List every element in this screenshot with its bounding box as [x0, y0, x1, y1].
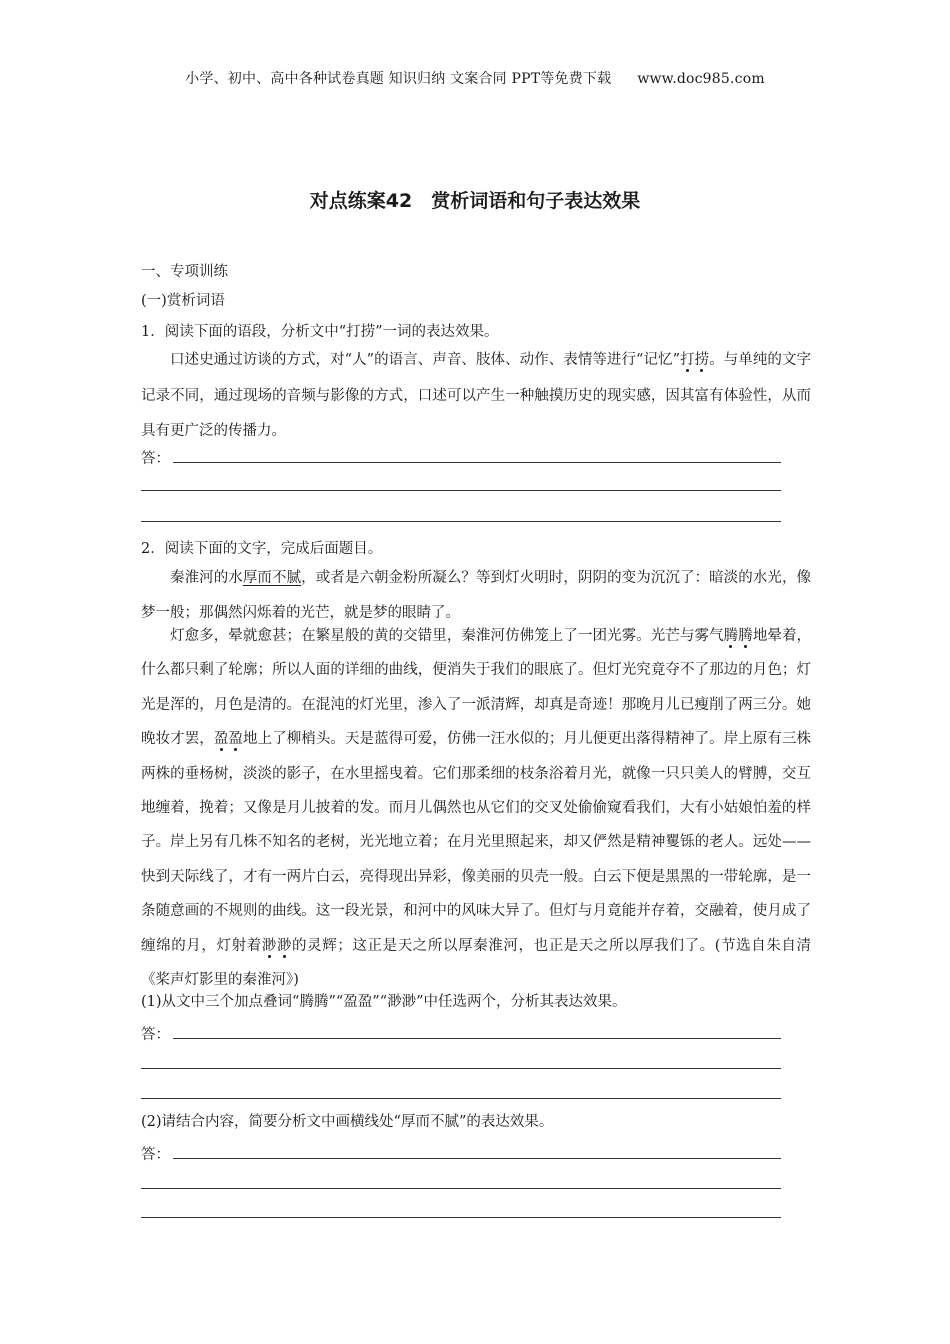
sub-question-2: (2)请结合内容，简要分析文中画横线处“厚而不腻”的表达效果。 — [141, 1114, 554, 1130]
answer-line[interactable] — [141, 1023, 781, 1043]
page-title: 对点练案42 赏析词语和句子表达效果 — [309, 190, 641, 212]
answer-rule — [173, 462, 781, 463]
answer-label: 答： — [141, 451, 170, 467]
page-header — [0, 68, 950, 88]
question-1-prompt: 1．阅读下面的语段，分析文中“打捞”一词的表达效果。 — [141, 324, 499, 340]
header-text: 小学、初中、高中各种试卷真题 知识归纳 文案合同 PPT等免费下载 — [185, 71, 612, 87]
answer-rule — [173, 1038, 781, 1039]
emphasis-dot-char: 腾 — [738, 628, 753, 644]
emphasis-dot-char: 捞 — [694, 352, 710, 368]
emphasis-dot-char: 打 — [680, 352, 695, 368]
answer-label: 答： — [141, 1147, 170, 1163]
section-heading: 一、专项训练 — [141, 264, 228, 280]
header-site: www.doc985.com — [637, 71, 765, 87]
question-2-paragraph-2: 灯愈多，晕就愈甚；在繁星般的黄的交错里，秦淮河仿佛笼上了一团光雾。光芒与雾气腾腾地晕着，什么都只剩了轮廓；所以人面的详细的曲线，便消失于我们的眼底了。但灯光究竟夺不了那边的月色；灯光是浑的，月色是清的。在混沌的灯光里，渗入了一派清辉，却真是奇迹！那晚月儿已瘦削了两三分。她晚妆才罢，盈盈地上了柳梢头。天是蓝得可爱，仿佛一汪水似的；月儿便更出落得精神了。岸上原有三株两株的垂杨树，淡淡的影子，在水里摇曳着。它们那柔细的枝条浴着月光，就像一只只美人的臂膊，交互地缠着，挽着；又像是月儿披着的发。而月儿偶然也从它们的交叉处偷偷窥看我们，大有小姑娘怕羞的样子。岸上另有几株不知名的老树，光光地立着；在月光里照起来，却又俨然是精神矍铄的老人。远处——快到天际线了，才有一两片白云，亮得现出异彩，像美丽的贝壳一般。白云下便是黑黑的一带轮廓，是一条随意画的不规则的曲线。这一段光景，和河中的风味大异了。但灯与月竟能并存着，交融着，使月成了缠绵的月，灯射着渺渺的灵辉；这正是天之所以厚秦淮河，也正是天之所以厚我们了。(节选自朱自清《桨声灯影里的秦淮河》) — [141, 628, 812, 989]
answer-rule[interactable] — [141, 1188, 781, 1189]
underlined-phrase: 厚而不腻 — [242, 570, 302, 586]
question-2-prompt: 2．阅读下面的文字，完成后面题目。 — [141, 541, 383, 557]
question-2-paragraph-1: 秦淮河的水厚而不腻，或者是六朝金粉所凝么？等到灯火明时，阴阴的变为沉沉了：暗淡的水光，像梦一般；那偶然闪烁着的光芒，就是梦的眼睛了。 — [141, 570, 812, 621]
sub-question-1: (1)从文中三个加点叠词“腾腾”“盈盈”“渺渺”中任选两个，分析其表达效果。 — [141, 994, 627, 1010]
answer-rule — [173, 1158, 781, 1159]
answer-rule[interactable] — [141, 1217, 781, 1218]
emphasis-dot-char: 盈 — [213, 731, 229, 748]
question-1-passage: 口述史通过访谈的方式，对“人”的语言、声音、肢体、动作、表情等进行“记忆”打捞。与单纯的文字记录不同，通过现场的音频与影像的方式，口述可以产生一种触摸历史的现实感，因其富有体验性，从而具有更广泛的传播力。 — [141, 352, 812, 439]
answer-line[interactable] — [141, 1143, 781, 1163]
answer-rule[interactable] — [141, 490, 781, 491]
emphasis-dot-char: 腾 — [723, 628, 739, 644]
answer-rule[interactable] — [141, 1068, 781, 1069]
emphasis-dot-char: 盈 — [228, 731, 243, 748]
emphasis-dot-char: 渺 — [261, 937, 277, 954]
answer-label: 答： — [141, 1027, 170, 1043]
subsection-heading: (一)赏析词语 — [141, 293, 225, 309]
answer-line[interactable] — [141, 447, 781, 467]
answer-rule[interactable] — [141, 1098, 781, 1099]
emphasis-dot-char: 渺 — [276, 937, 293, 954]
answer-rule[interactable] — [141, 521, 781, 522]
